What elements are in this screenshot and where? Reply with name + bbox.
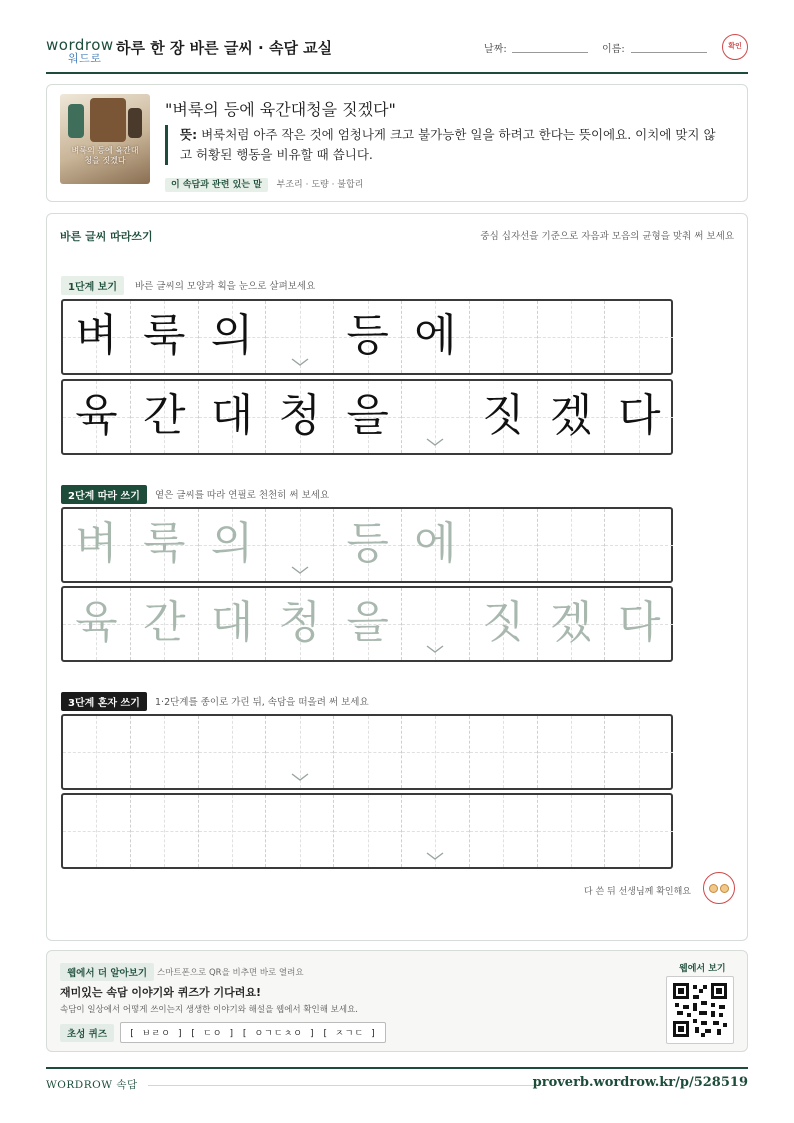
worksheet-title: 하루 한 장 바른 글씨 · 속담 교실	[116, 39, 333, 57]
practice-title: 바른 글씨 따라쓰기	[60, 230, 153, 243]
writing-cell[interactable]	[63, 509, 131, 581]
quiz-label: 초성 퀴즈	[60, 1024, 114, 1042]
writing-cell[interactable]	[266, 716, 334, 788]
writing-char: 의	[210, 310, 254, 361]
writing-char: 의	[210, 518, 254, 569]
writing-cell[interactable]	[131, 795, 199, 867]
step3-tag: 3단계 혼자 쓰기	[61, 692, 147, 711]
proverb-title: "벼룩의 등에 육간대청을 짓겠다"	[165, 100, 396, 119]
illustration-caption: 벼룩의 등에 육간대청을 짓겠다	[71, 146, 139, 165]
writing-cell[interactable]	[470, 716, 538, 788]
writing-cell	[334, 301, 402, 373]
name-field[interactable]	[631, 52, 707, 53]
writing-cell	[402, 381, 470, 453]
logo-text: wordrow	[46, 36, 114, 54]
web-promo	[46, 950, 748, 1052]
step3-row-1[interactable]	[61, 714, 673, 790]
writing-cell	[538, 301, 606, 373]
writing-char: 다	[618, 597, 661, 648]
step1-tag: 1단계 보기	[61, 276, 124, 295]
writing-char: 룩	[142, 310, 186, 361]
practice-note: 중심 십자선을 기준으로 자음과 모음의 균형을 맞춰 써 보세요	[480, 231, 734, 242]
step2-row-2[interactable]	[61, 586, 673, 662]
writing-cell	[605, 301, 673, 373]
writing-cell[interactable]	[266, 509, 334, 581]
writing-cell[interactable]	[199, 509, 267, 581]
writing-cell	[199, 301, 267, 373]
writing-char: 겠	[549, 390, 593, 441]
writing-cell[interactable]	[605, 509, 673, 581]
writing-cell[interactable]	[131, 509, 199, 581]
writing-cell[interactable]	[470, 509, 538, 581]
writing-cell[interactable]	[199, 795, 267, 867]
word-spacing-icon	[426, 851, 444, 861]
qr-label: 웹에서 보기	[679, 964, 726, 974]
writing-char: 청	[278, 597, 322, 648]
footer-divider	[148, 1085, 538, 1086]
proverb-card	[46, 84, 748, 202]
writing-char: 을	[346, 390, 389, 441]
writing-char: 룩	[142, 518, 186, 569]
writing-char: 육	[75, 597, 118, 648]
writing-cell[interactable]	[199, 716, 267, 788]
writing-char: 짓	[481, 390, 525, 441]
writing-char: 대	[210, 597, 254, 648]
approval-stamp-icon: 확인	[722, 34, 748, 60]
meaning-label: 뜻:	[180, 127, 198, 142]
date-label: 날짜:	[484, 44, 507, 55]
writing-cell[interactable]	[470, 795, 538, 867]
writing-char: 겠	[549, 597, 593, 648]
writing-cell	[63, 381, 131, 453]
page-header	[46, 30, 748, 74]
word-spacing-icon	[426, 437, 444, 447]
writing-cell[interactable]	[334, 509, 402, 581]
writing-cell[interactable]	[334, 588, 402, 660]
practice-panel	[46, 213, 748, 941]
writing-char: 에	[414, 518, 457, 569]
writing-cell[interactable]	[470, 588, 538, 660]
step1-row-1	[61, 299, 673, 375]
proverb-illustration	[60, 94, 150, 184]
web-tag: 웹에서 더 알아보기	[60, 963, 154, 981]
writing-cell[interactable]	[63, 588, 131, 660]
writing-cell[interactable]	[402, 509, 470, 581]
writing-cell[interactable]	[605, 588, 673, 660]
writing-cell	[538, 381, 606, 453]
writing-cell[interactable]	[538, 509, 606, 581]
name-label: 이름:	[602, 44, 625, 55]
proverb-meaning	[165, 125, 725, 165]
writing-cell[interactable]	[334, 795, 402, 867]
writing-cell[interactable]	[538, 588, 606, 660]
writing-char: 등	[346, 310, 389, 361]
qr-code-icon[interactable]	[666, 976, 734, 1044]
writing-cell[interactable]	[538, 795, 606, 867]
writing-cell[interactable]	[402, 716, 470, 788]
step1-desc: 바른 글씨의 모양과 획을 눈으로 살펴보세요	[135, 281, 316, 292]
writing-cell	[470, 301, 538, 373]
writing-cell	[199, 381, 267, 453]
writing-cell[interactable]	[334, 716, 402, 788]
writing-char: 을	[346, 597, 389, 648]
step2-tag: 2단계 따라 쓰기	[61, 485, 147, 504]
step2-row-1[interactable]	[61, 507, 673, 583]
date-field[interactable]	[512, 52, 588, 53]
word-spacing-icon	[291, 565, 309, 575]
writing-cell[interactable]	[199, 588, 267, 660]
writing-char: 짓	[481, 597, 525, 648]
check-instruction: 다 쓴 뒤 선생님께 확인해요	[583, 887, 691, 897]
writing-cell	[334, 381, 402, 453]
writing-cell	[402, 301, 470, 373]
step2-desc: 옅은 글씨를 따라 연필로 천천히 써 보세요	[155, 490, 330, 501]
step1-row-2	[61, 379, 673, 455]
writing-char: 대	[210, 390, 254, 441]
word-spacing-icon	[291, 357, 309, 367]
word-spacing-icon	[291, 772, 309, 782]
related-words	[165, 177, 363, 190]
writing-cell[interactable]	[131, 716, 199, 788]
related-label: 이 속담과 관련 있는 말	[165, 178, 268, 192]
word-spacing-icon	[426, 644, 444, 654]
writing-cell[interactable]	[266, 588, 334, 660]
page-footer	[46, 1067, 748, 1097]
web-note: 스마트폰으로 QR을 비추면 바로 열려요	[157, 968, 304, 978]
writing-cell[interactable]	[605, 795, 673, 867]
writing-char: 벼	[75, 518, 118, 569]
writing-cell[interactable]	[402, 588, 470, 660]
writing-char: 벼	[75, 310, 118, 361]
related-words-list: 부조리 · 도량 · 불합리	[276, 180, 364, 190]
logo-subtext: 워드로	[68, 52, 102, 65]
writing-cell	[605, 381, 673, 453]
step3-desc: 1·2단계를 종이로 가린 뒤, 속담을 떠올려 써 보세요	[155, 697, 369, 708]
writing-cell[interactable]	[538, 716, 606, 788]
writing-char: 청	[278, 390, 322, 441]
writing-cell[interactable]	[605, 716, 673, 788]
writing-cell	[266, 301, 334, 373]
writing-char: 간	[142, 597, 186, 648]
writing-cell[interactable]	[63, 795, 131, 867]
writing-char: 등	[346, 518, 389, 569]
writing-char: 간	[142, 390, 186, 441]
meaning-text: 벼룩처럼 아주 작은 것에 엄청나게 크고 불가능한 일을 하려고 한다는 뜻이에요. 이치에 맞지 않고 허황된 행동을 비유할 때 씁니다.	[180, 127, 716, 162]
chosung-quiz: [ ㅂㄹㅇ ] [ ㄷㅇ ] [ ㅇㄱㄷㅊㅇ ] [ ㅈㄱㄷ ]	[120, 1022, 386, 1043]
wordrow-logo	[46, 36, 114, 65]
writing-cell	[63, 301, 131, 373]
writing-cell[interactable]	[131, 588, 199, 660]
footer-url[interactable]: proverb.wordrow.kr/p/528519	[532, 1075, 748, 1090]
writing-char: 에	[414, 310, 457, 361]
web-headline: 재미있는 속담 이야기와 퀴즈가 기다려요!	[60, 986, 261, 999]
writing-char: 육	[75, 390, 118, 441]
writing-cell[interactable]	[402, 795, 470, 867]
teacher-check-icon	[703, 872, 735, 904]
writing-cell	[266, 381, 334, 453]
footer-brand: WORDROW 속담	[46, 1079, 138, 1091]
web-description: 속담이 일상에서 어떻게 쓰이는지 생생한 이야기와 해설을 웹에서 확인해 보세요.	[60, 1005, 358, 1015]
writing-cell[interactable]	[63, 716, 131, 788]
writing-cell	[131, 381, 199, 453]
writing-cell	[131, 301, 199, 373]
writing-cell	[470, 381, 538, 453]
writing-cell[interactable]	[266, 795, 334, 867]
writing-char: 다	[618, 390, 661, 441]
step3-row-2[interactable]	[61, 793, 673, 869]
